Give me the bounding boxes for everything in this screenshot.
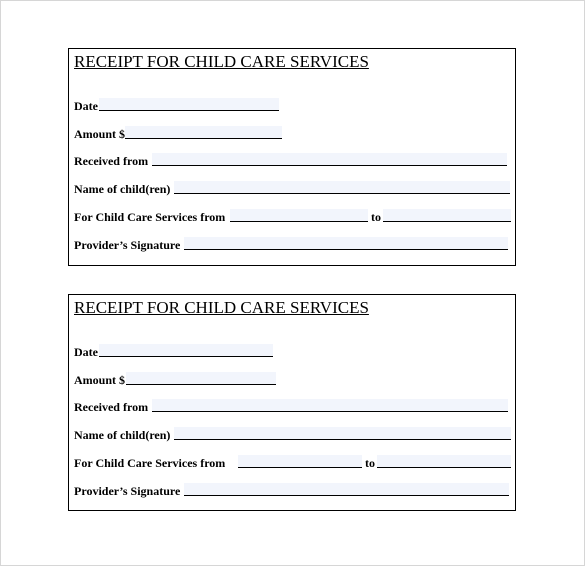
date-row (74, 98, 510, 114)
signature-label: Provider’s Signature (74, 484, 181, 498)
services-from-line (230, 221, 368, 222)
amount-label: Amount $ (74, 373, 126, 387)
services-to-line (383, 221, 511, 222)
received-from-label: Received from (74, 154, 149, 168)
signature-row (74, 483, 510, 499)
receipt-form-1 (68, 48, 516, 266)
to-label: to (371, 210, 381, 224)
children-line (174, 439, 511, 440)
receipt-form-2 (68, 294, 516, 511)
signature-field[interactable] (184, 483, 509, 495)
received-from-row (74, 153, 510, 169)
signature-line (184, 249, 508, 250)
to-label: to (365, 456, 375, 470)
signature-field[interactable] (184, 237, 508, 249)
received-from-line (152, 165, 507, 166)
services-to-field[interactable] (377, 455, 511, 467)
services-to-line (377, 467, 511, 468)
children-field[interactable] (174, 181, 510, 193)
services-to-field[interactable] (383, 209, 511, 221)
amount-line (125, 138, 282, 139)
amount-field[interactable] (126, 372, 276, 384)
received-from-line (152, 411, 508, 412)
children-line (174, 193, 510, 194)
signature-label: Provider’s Signature (74, 238, 181, 252)
services-from-label: For Child Care Services from (74, 210, 226, 224)
services-from-line (238, 467, 362, 468)
amount-line (126, 384, 276, 385)
date-line (99, 110, 279, 111)
date-line (99, 356, 273, 357)
date-row (74, 344, 510, 360)
amount-row (74, 126, 510, 142)
date-field[interactable] (99, 344, 273, 356)
services-period-row (74, 455, 510, 471)
received-from-field[interactable] (152, 399, 508, 411)
children-label: Name of child(ren) (74, 182, 171, 196)
amount-label: Amount $ (74, 127, 126, 141)
date-label: Date (74, 99, 98, 113)
amount-field[interactable] (125, 126, 282, 138)
date-field[interactable] (99, 98, 279, 110)
date-label: Date (74, 345, 98, 359)
children-row (74, 427, 510, 443)
signature-line (184, 495, 509, 496)
received-from-field[interactable] (152, 153, 507, 165)
services-from-field[interactable] (230, 209, 368, 221)
received-from-row (74, 399, 510, 415)
receipt-title: RECEIPT FOR CHILD CARE SERVICES (74, 298, 369, 317)
children-label: Name of child(ren) (74, 428, 171, 442)
services-from-label: For Child Care Services from (74, 456, 226, 470)
children-field[interactable] (174, 427, 511, 439)
receipt-title: RECEIPT FOR CHILD CARE SERVICES (74, 52, 369, 71)
amount-row (74, 372, 510, 388)
services-period-row (74, 209, 510, 225)
services-from-field[interactable] (238, 455, 362, 467)
signature-row (74, 237, 510, 253)
children-row (74, 181, 510, 197)
received-from-label: Received from (74, 400, 149, 414)
